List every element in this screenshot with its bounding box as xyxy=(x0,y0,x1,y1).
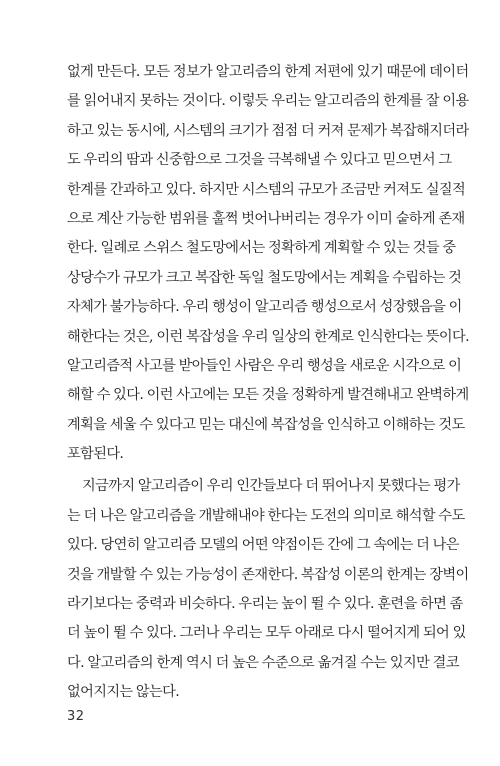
text-line: 지금까지 알고리즘이 우리 인간들보다 더 뛰어나지 못했다는 평가 xyxy=(82,478,460,495)
text-line: 있다. 당연히 알고리즘 모델의 어떤 약점이든 간에 그 속에는 더 나은 xyxy=(67,537,459,554)
text-line: 없어지지는 않는다. xyxy=(67,684,180,701)
text-line: 계획을 세울 수 있다고 믿는 대신에 복잡성을 인식하고 이해하는 것도 xyxy=(67,416,465,433)
text-line: 도 우리의 땀과 신중함으로 그것을 극복해낼 수 있다고 믿으면서 그 xyxy=(67,152,452,169)
text-line: 는 더 나은 알고리즘을 개발해내야 한다는 도전의 의미로 해석할 수도 xyxy=(67,507,465,524)
page-number: 32 xyxy=(67,709,85,724)
text-line: 포함된다. xyxy=(67,446,124,463)
text-line: 라기보다는 중력과 비슷하다. 우리는 높이 뛸 수 있다. 훈련을 하면 좀 xyxy=(67,596,463,613)
text-line: 다. 알고리즘의 한계 역시 더 높은 수준으로 옮겨질 수는 있지만 결코 xyxy=(67,654,459,671)
text-line: 한계를 간과하고 있다. 하지만 시스템의 규모가 조금만 커져도 실질적 xyxy=(67,181,466,198)
text-line: 것을 개발할 수 있는 가능성이 존재한다. 복잡성 이론의 한계는 장벽이 xyxy=(67,566,469,583)
text-line: 를 읽어내지 못하는 것이다. 이렇듯 우리는 알고리즘의 한계를 잘 이용 xyxy=(67,93,469,110)
text-line: 하고 있는 동시에, 시스템의 크기가 점점 더 커져 문제가 복잡해지더라 xyxy=(67,122,469,139)
text-line: 상당수가 규모가 크고 복잡한 독일 철도망에서는 계획을 수립하는 것 xyxy=(67,269,462,286)
text-line: 한다. 일례로 스위스 철도망에서는 정확하게 계획할 수 있는 것들 중 xyxy=(67,240,456,257)
paragraph-1 xyxy=(67,58,470,469)
text-line: 해한다는 것은, 이런 복잡성을 우리 일상의 한계로 인식한다는 뜻이다. xyxy=(67,328,470,345)
text-line: 없게 만든다. 모든 정보가 알고리즘의 한계 저편에 있기 때문에 데이터 xyxy=(67,64,469,80)
text-line: 알고리즘적 사고를 받아들인 사람은 우리 행성을 새로운 시각으로 이 xyxy=(67,357,462,374)
text-line: 해할 수 있다. 이런 사고에는 모든 것을 정확하게 발견해내고 완벽하게 xyxy=(67,387,469,404)
text-line: 자체가 불가능하다. 우리 행성이 알고리즘 행성으로서 성장했음을 이 xyxy=(67,299,462,316)
text-line: 더 높이 뛸 수 있다. 그러나 우리는 모두 아래로 다시 떨어지게 되어 있 xyxy=(67,625,466,642)
text-line: 으로 계산 가능한 범위를 훌쩍 벗어나버리는 경우가 이미 숱하게 존재 xyxy=(67,210,465,227)
paragraph-2 xyxy=(67,472,469,707)
body-text xyxy=(67,58,470,708)
